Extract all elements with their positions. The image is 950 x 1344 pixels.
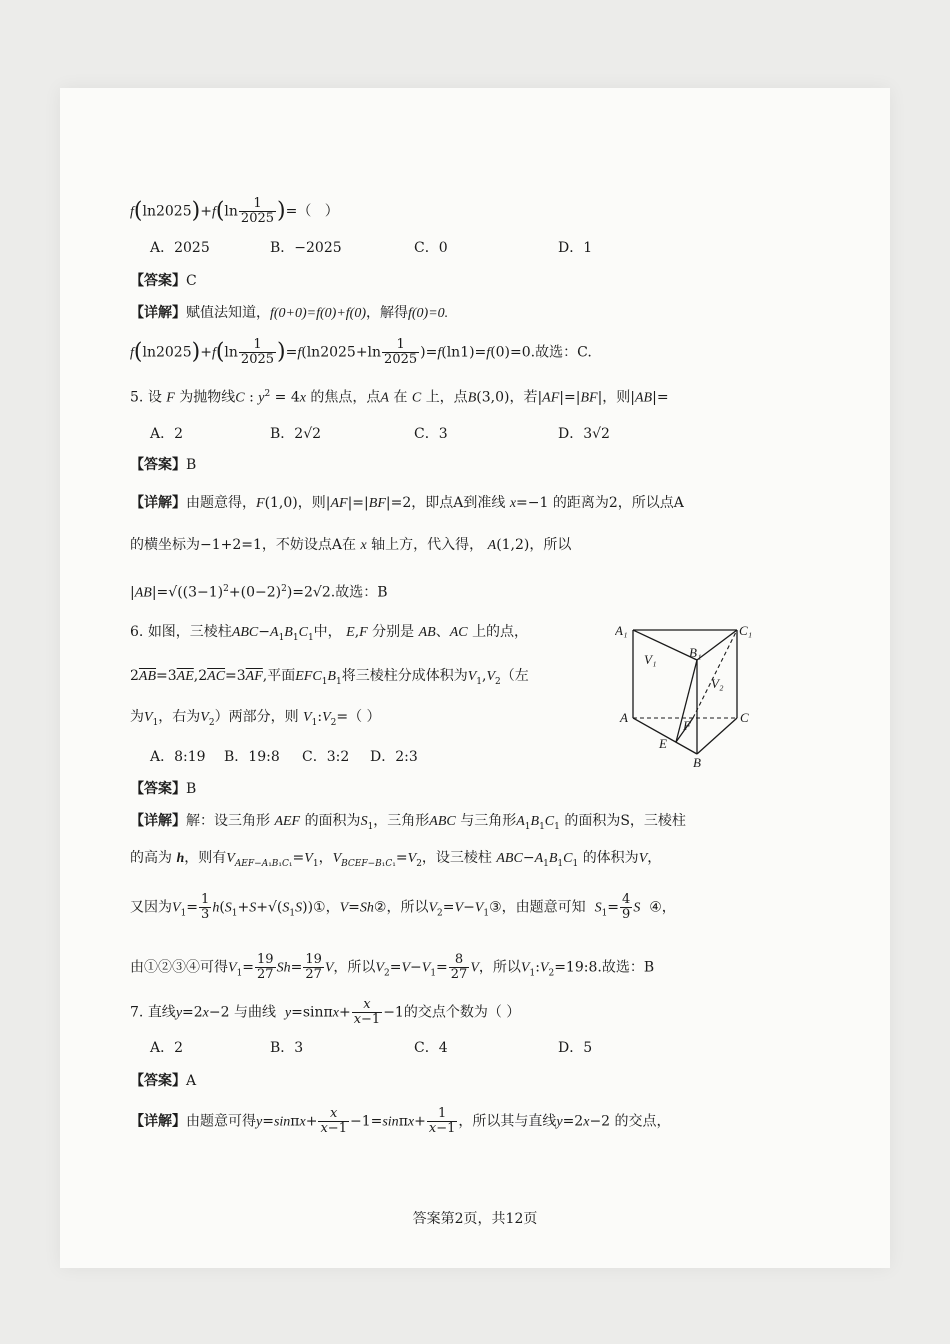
label-a1: A₁ (615, 623, 628, 638)
label-f: F (683, 718, 691, 733)
q4-detail-line1: 【详解】赋值法知道，f(0+0)=f(0)+f(0)，解得f(0)=0. (130, 305, 449, 321)
q7-option-d: D．5 (558, 1040, 593, 1056)
q5-answer: 【答案】B (130, 457, 197, 473)
q5-option-b: B．2√2 (270, 426, 322, 442)
q7-option-b: B．3 (270, 1040, 304, 1056)
q6-stem-line2: $2\overline{AB}=3\overline{AE},2\overline{AC}=3\overline{AF}$,平面$EFC_1B_1$将三棱柱分成体积为$V_1,V_2$（左 (130, 668, 529, 687)
q4-option-d: D．1 (558, 240, 593, 256)
q6-option-c: C．3:2 (302, 749, 350, 765)
edge-b1c1 (697, 630, 737, 660)
q5-option-d: D．3√2 (558, 426, 610, 442)
label-b: B (693, 755, 701, 768)
label-v1: V₁ (644, 652, 657, 667)
q4-option-c: C．0 (414, 240, 448, 256)
label-c: C (740, 710, 749, 725)
q4-option-b: B．−2025 (270, 240, 342, 256)
q5-stem: 5. 设 F 为抛物线C : $y^2 = 4x$ 的焦点，点A 在 C 上，点B(3,0)，若|AF|=|BF|，则|AB|= (130, 389, 669, 406)
q6-option-d: D．2:3 (370, 749, 418, 765)
q5-option-a: A．2 (150, 426, 184, 442)
q6-answer: 【答案】B (130, 781, 197, 797)
q4-answer: 【答案】C (130, 273, 197, 289)
q6-option-b: B．19:8 (224, 749, 280, 765)
q6-stem-line1: 6. 如图，三棱柱$ABC-A_1B_1C_1$中， E,F 分别是 AB、AC 上的点， (130, 624, 529, 643)
edge-bc (697, 718, 737, 754)
q5-detail-line2: 的横坐标为−1+2=1，不妨设点A在 x 轴上方，代入得， A(1,2)，所以 (130, 537, 572, 553)
page-footer: 答案第2页，共12页 (412, 1211, 538, 1227)
edge-a1b1 (633, 630, 697, 660)
q6-stem-line3: 为$V_1$，右为$V_2$）两部分，则 $V_1:V_2=$（ ） (130, 709, 381, 728)
q6-detail-line4: 由①②③④可得$V_1=$ $\frac{19}{27}$ Sh= $\frac{19}{27}$ V，所以$V_2=V-V_1=$ $\frac{8}{27}$ V，所以$V_1:V_2=19:8$.故选：B (130, 952, 655, 982)
q6-detail-line3: 又因为$V_1=$ $\frac{1}{3}$ $h(S_1+S+√(S_1S))①$，V=Sh②，所以$V_2=V-V_1③$，由题意可知 $S_1=$ $\frac{4}{9}$ S ④， (130, 892, 676, 922)
prism-figure (615, 618, 765, 768)
q7-stem: 7. 直线y=2x−2 与曲线 y=sinπx+ $\frac{x}{x-1}$ −1的交点个数为（ ） (130, 997, 521, 1027)
q4-option-a: A．2025 (150, 240, 210, 256)
q5-detail-line3: $|AB|=√((3-1)^2+(0-2)^2)=2√2$.故选：B (130, 584, 388, 601)
q4-detail-line2: f(ln2025)+f(ln $\frac{1}{2025}$ )=f(ln2025+ln $\frac{1}{2025}$ )=f(ln1)=f(0)=0.故选：C. (130, 337, 592, 367)
q4-stem: f(ln2025)+f(ln $\frac{1}{2025}$ )=（ ） (130, 196, 339, 226)
q7-option-a: A．2 (150, 1040, 184, 1056)
q7-option-c: C．4 (414, 1040, 448, 1056)
q5-option-c: C．3 (414, 426, 448, 442)
label-b1: B₁ (689, 645, 702, 660)
q7-answer: 【答案】A (130, 1073, 197, 1089)
label-v2: V₂ (711, 676, 724, 691)
label-a: A (620, 710, 628, 725)
q6-option-a: A．8:19 (150, 749, 206, 765)
q5-detail-line1: 【详解】由题意得，F(1,0)，则|AF|=|BF|=2，即点A到准线 x=−1 的距离为2，所以点A (130, 495, 684, 511)
q6-detail-line2: 的高为 h，则有$V_{AEF-A_1B_1C_1}=V_1$，$V_{BCEF-B_1C_1}=V_2$，设三棱柱 $ABC-A_1B_1C_1$ 的体积为V， (130, 850, 662, 869)
label-e: E (659, 736, 667, 751)
edge-fc1-hidden (693, 630, 737, 718)
q6-detail-line1: 【详解】解：设三角形 AEF 的面积为$S_1$，三角形ABC 与三角形$A_1B_1C_1$ 的面积为S，三棱柱 (130, 813, 686, 832)
q7-detail-line1: 【详解】由题意可得y=sinπx+ $\frac{x}{x-1}$ −1=sinπx+ $\frac{1}{x-1}$ ，所以其与直线y=2x−2 的交点， (130, 1106, 671, 1136)
label-c1: C₁ (739, 623, 753, 638)
